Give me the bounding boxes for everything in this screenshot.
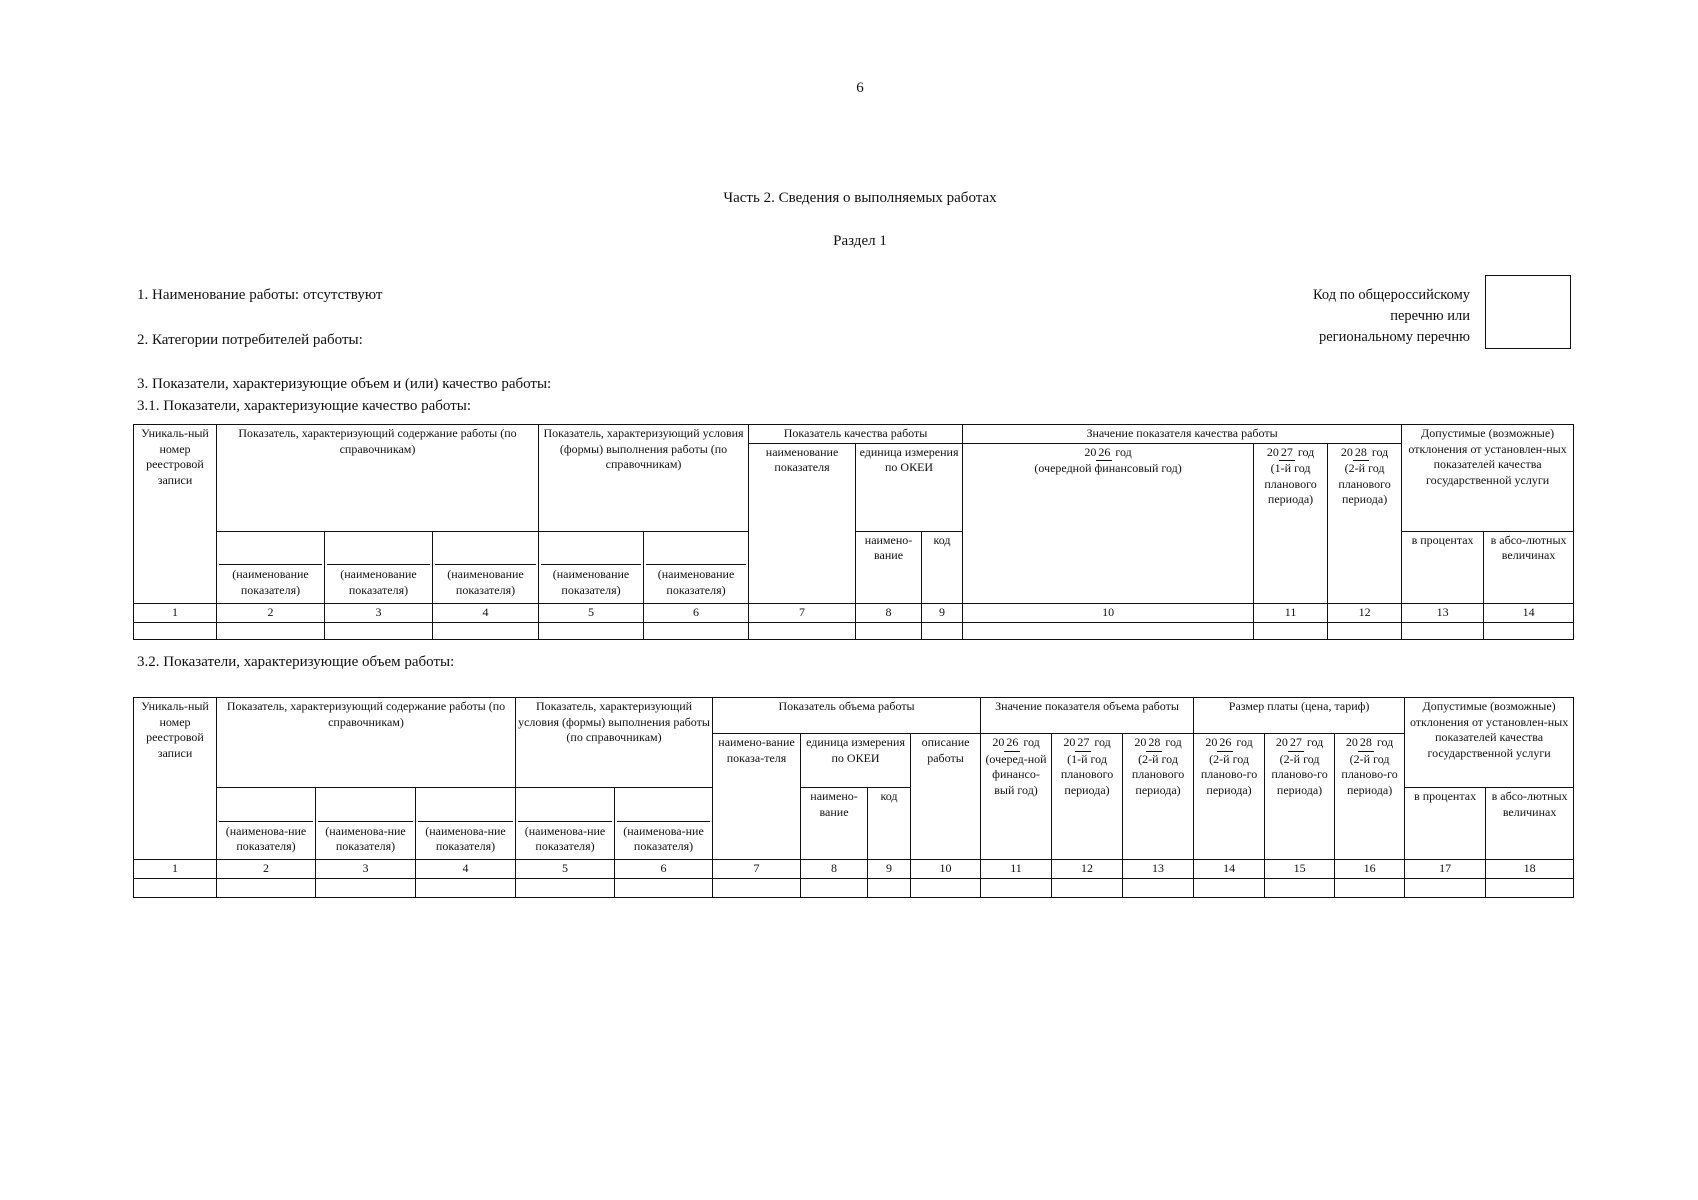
quality-indicators-table: [133, 424, 1574, 640]
t2-f2-suffix: год: [1306, 735, 1324, 749]
t2-value-year1-header: [981, 734, 1052, 860]
t1-column-numbers-row: [134, 603, 1574, 622]
t2-col-num: 16: [1335, 860, 1405, 879]
t2-col-num: 14: [1194, 860, 1265, 879]
t2-data-cell[interactable]: [911, 879, 981, 898]
t1-data-cell[interactable]: [1254, 622, 1328, 639]
t2-condition-indicator-2-label: (наименова-ние показателя): [617, 821, 710, 855]
registry-code-box[interactable]: [1485, 275, 1571, 349]
t2-fee-year2-header: [1265, 734, 1335, 860]
t1-year1-suffix: год: [1115, 444, 1132, 459]
t2-fee-header: Размер платы (цена, тариф): [1194, 698, 1405, 734]
page-number: 6: [856, 80, 864, 96]
t1-data-cell[interactable]: [134, 622, 217, 639]
t1-unit-code-header: код: [922, 531, 963, 603]
t1-year3-value: 28: [1353, 445, 1369, 462]
t1-content-indicator-2-label: (наименование показателя): [327, 564, 430, 598]
t1-col-num: 6: [644, 603, 749, 622]
t2-col-num: 7: [713, 860, 801, 879]
t2-f3-value: 28: [1358, 735, 1374, 752]
t1-content-indicator-3: [433, 531, 539, 603]
t2-description-header: описание работы: [911, 734, 981, 860]
t2-v2-prefix: 20: [1063, 735, 1076, 749]
t1-data-cell[interactable]: [433, 622, 539, 639]
t1-col-num: 13: [1402, 603, 1484, 622]
t2-value-year3-header: [1123, 734, 1194, 860]
t2-data-cell[interactable]: [713, 879, 801, 898]
t1-col-num: 14: [1484, 603, 1574, 622]
t2-col-num: 13: [1123, 860, 1194, 879]
t2-data-cell[interactable]: [981, 879, 1052, 898]
t1-value-header: Значение показателя качества работы: [963, 425, 1402, 444]
t1-year3-prefix: 20: [1340, 444, 1353, 459]
t2-data-cell[interactable]: [1405, 879, 1486, 898]
t2-data-cell[interactable]: [615, 879, 713, 898]
consumer-categories-line: 2. Категории потребителей работы:: [137, 332, 363, 348]
t2-content-indicator-3-label: (наименова-ние показателя): [418, 821, 513, 855]
t2-content-indicator-2-label: (наименова-ние показателя): [318, 821, 413, 855]
t2-condition-indicator-1: [516, 788, 615, 860]
code-label-line-3: региональному перечню: [1318, 329, 1470, 345]
t1-col-num: 2: [217, 603, 325, 622]
t1-data-cell[interactable]: [539, 622, 644, 639]
t2-data-cell[interactable]: [868, 879, 911, 898]
t1-quality-header: Показатель качества работы: [749, 425, 963, 444]
t1-content-indicator-1: [217, 531, 325, 603]
t1-data-cell[interactable]: [922, 622, 963, 639]
t2-conditions-header: Показатель, характеризующий условия (формы) выполнения работы (по справочникам): [516, 698, 713, 788]
t2-f3-prefix: 20: [1345, 735, 1358, 749]
t2-unit-code-header: код: [868, 788, 911, 860]
t1-year2-suffix: год: [1297, 444, 1315, 459]
t2-col-num: 15: [1265, 860, 1335, 879]
t2-col-num: 11: [981, 860, 1052, 879]
part-title: Часть 2. Сведения о выполняемых работах: [723, 190, 997, 206]
t2-col-num: 10: [911, 860, 981, 879]
indicators-heading: 3. Показатели, характеризующие объем и (или) качество работы:: [137, 376, 552, 392]
t1-year2-header: [1254, 443, 1328, 603]
t1-col-num: 10: [963, 603, 1254, 622]
work-name-line: 1. Наименование работы: отсутствуют: [137, 287, 383, 303]
t2-col-num: 9: [868, 860, 911, 879]
t1-col-num: 3: [325, 603, 433, 622]
t2-v2-suffix: год: [1094, 735, 1111, 749]
t2-fee-year3-header: [1335, 734, 1405, 860]
t1-col-num: 4: [433, 603, 539, 622]
t1-year2-prefix: 20: [1266, 444, 1279, 459]
t1-year2-desc: (1-й год планового периода): [1264, 461, 1317, 507]
code-label-line-2: перечню или: [1390, 308, 1470, 324]
t2-f1-value: 26: [1217, 735, 1233, 752]
t1-data-cell[interactable]: [749, 622, 856, 639]
t2-data-cell[interactable]: [416, 879, 516, 898]
t1-year1-header: [963, 443, 1254, 603]
t1-col-num: 11: [1254, 603, 1328, 622]
t2-column-numbers-row: [134, 860, 1574, 879]
t2-deviation-header: Допустимые (возможные) отклонения от установлен-ных показателей качества государственной услуги: [1405, 698, 1574, 788]
t2-col-num: 12: [1052, 860, 1123, 879]
t1-unit-header: единица измерения по ОКЕИ: [856, 443, 963, 531]
t2-col-num: 18: [1486, 860, 1574, 879]
t2-f1-desc: (2-й год планово-го периода): [1200, 751, 1258, 797]
t1-col-num: 5: [539, 603, 644, 622]
t1-content-indicator-3-label: (наименование показателя): [435, 564, 536, 598]
t1-data-cell[interactable]: [1328, 622, 1402, 639]
t2-content-header: Показатель, характеризующий содержание работы (по справочникам): [217, 698, 516, 788]
t1-unit-name-header: наимено-вание: [856, 531, 922, 603]
t2-data-cell[interactable]: [1194, 879, 1265, 898]
t2-v3-suffix: год: [1165, 735, 1182, 749]
t1-year3-suffix: год: [1371, 444, 1389, 459]
t2-data-cell[interactable]: [217, 879, 316, 898]
t2-f3-suffix: год: [1376, 735, 1394, 749]
t2-condition-indicator-2: [615, 788, 713, 860]
t2-data-cell[interactable]: [516, 879, 615, 898]
t2-unit-header: единица измерения по ОКЕИ: [801, 734, 911, 788]
t1-year3-desc: (2-й год планового периода): [1338, 461, 1391, 507]
t1-condition-indicator-2: [644, 531, 749, 603]
quality-indicators-heading: 3.1. Показатели, характеризующие качество работы:: [137, 398, 471, 414]
t1-data-cell[interactable]: [325, 622, 433, 639]
t2-col-num: 4: [416, 860, 516, 879]
t2-f1-prefix: 20: [1205, 735, 1218, 749]
t1-data-cell[interactable]: [644, 622, 749, 639]
t2-value-header: Значение показателя объема работы: [981, 698, 1194, 734]
t1-col-num: 1: [134, 603, 217, 622]
t2-col-num: 5: [516, 860, 615, 879]
t2-unique-number-header: Уникаль-ный номер реестровой записи: [134, 698, 217, 860]
t1-unique-number-header: Уникаль-ный номер реестровой записи: [134, 425, 217, 604]
code-label-line-1: Код по общероссийскому: [1312, 287, 1470, 303]
t2-data-cell[interactable]: [1265, 879, 1335, 898]
t1-empty-data-row: [134, 622, 1574, 639]
t2-data-cell[interactable]: [134, 879, 217, 898]
t2-col-num: 6: [615, 860, 713, 879]
t1-indicator-name-header: наименование показателя: [749, 443, 856, 603]
t2-col-num: 3: [316, 860, 416, 879]
t2-data-cell[interactable]: [1335, 879, 1405, 898]
t1-col-num: 12: [1328, 603, 1402, 622]
t1-condition-indicator-2-label: (наименование показателя): [646, 564, 746, 598]
t1-year2-value: 27: [1279, 445, 1295, 462]
t2-v1-prefix: 20: [992, 735, 1005, 749]
section-title: Раздел 1: [833, 233, 887, 249]
t1-condition-indicator-1: [539, 531, 644, 603]
t2-f3-desc: (2-й год планово-го периода): [1341, 751, 1398, 797]
t2-f2-value: 27: [1288, 735, 1304, 752]
t2-v1-suffix: год: [1023, 735, 1040, 749]
volume-indicators-table: [133, 697, 1574, 898]
t2-value-year2-header: [1052, 734, 1123, 860]
t1-year1-prefix: 20: [1084, 444, 1097, 459]
t2-col-num: 2: [217, 860, 316, 879]
t2-v3-value: 28: [1146, 735, 1162, 752]
t2-condition-indicator-1-label: (наименова-ние показателя): [518, 821, 612, 855]
t2-v2-desc: (1-й год планового периода): [1060, 751, 1114, 797]
t1-content-indicator-2: [325, 531, 433, 603]
t2-content-indicator-1: [217, 788, 316, 860]
t1-year1-value: 26: [1096, 445, 1112, 462]
t2-v3-desc: (2-й год планового периода): [1131, 751, 1185, 797]
t2-f1-suffix: год: [1236, 735, 1253, 749]
t1-conditions-header: Показатель, характеризующий условия (формы) выполнения работы (по справочникам): [539, 425, 749, 532]
t1-year1-desc: (очередной финансовый год): [1034, 461, 1182, 476]
t2-volume-header: Показатель объема работы: [713, 698, 981, 734]
t2-f2-prefix: 20: [1275, 735, 1288, 749]
t2-data-cell[interactable]: [801, 879, 868, 898]
t2-content-indicator-2: [316, 788, 416, 860]
t1-data-cell[interactable]: [1402, 622, 1484, 639]
t2-v2-value: 27: [1075, 735, 1091, 752]
t1-data-cell[interactable]: [856, 622, 922, 639]
t1-content-header: Показатель, характеризующий содержание работы (по справочникам): [217, 425, 539, 532]
t1-deviation-percent-header: в процентах: [1402, 531, 1484, 603]
t2-empty-data-row: [134, 879, 1574, 898]
t2-indicator-name-header: наимено-вание показа-теля: [713, 734, 801, 860]
t1-condition-indicator-1-label: (наименование показателя): [541, 564, 641, 598]
t2-data-cell[interactable]: [1052, 879, 1123, 898]
t2-deviation-absolute-header: в абсо-лютных величинах: [1486, 788, 1574, 860]
t2-col-num: 1: [134, 860, 217, 879]
t1-col-num: 7: [749, 603, 856, 622]
t1-data-cell[interactable]: [217, 622, 325, 639]
t2-data-cell[interactable]: [316, 879, 416, 898]
t2-col-num: 17: [1405, 860, 1486, 879]
t2-v1-desc: (очеред-ной финансо-вый год): [985, 751, 1047, 797]
t1-deviation-absolute-header: в абсо-лютных величинах: [1484, 531, 1574, 603]
t1-col-num: 9: [922, 603, 963, 622]
t1-deviation-header: Допустимые (возможные) отклонения от установлен-ных показателей качества государственной услуги: [1402, 425, 1574, 532]
t2-deviation-percent-header: в процентах: [1405, 788, 1486, 860]
t2-v1-value: 26: [1004, 735, 1020, 752]
t2-data-cell[interactable]: [1486, 879, 1574, 898]
t2-content-indicator-1-label: (наименова-ние показателя): [219, 821, 313, 855]
t2-fee-year1-header: [1194, 734, 1265, 860]
t2-data-cell[interactable]: [1123, 879, 1194, 898]
t1-data-cell[interactable]: [1484, 622, 1574, 639]
t2-f2-desc: (2-й год планово-го периода): [1271, 751, 1328, 797]
t1-data-cell[interactable]: [963, 622, 1254, 639]
t1-col-num: 8: [856, 603, 922, 622]
t2-unit-name-header: наимено-вание: [801, 788, 868, 860]
registry-code-label: [1313, 285, 1470, 348]
t1-year3-header: [1328, 443, 1402, 603]
t2-col-num: 8: [801, 860, 868, 879]
volume-indicators-heading: 3.2. Показатели, характеризующие объем работы:: [137, 654, 455, 670]
t2-v3-prefix: 20: [1134, 735, 1147, 749]
t2-content-indicator-3: [416, 788, 516, 860]
t1-content-indicator-1-label: (наименование показателя): [219, 564, 322, 598]
